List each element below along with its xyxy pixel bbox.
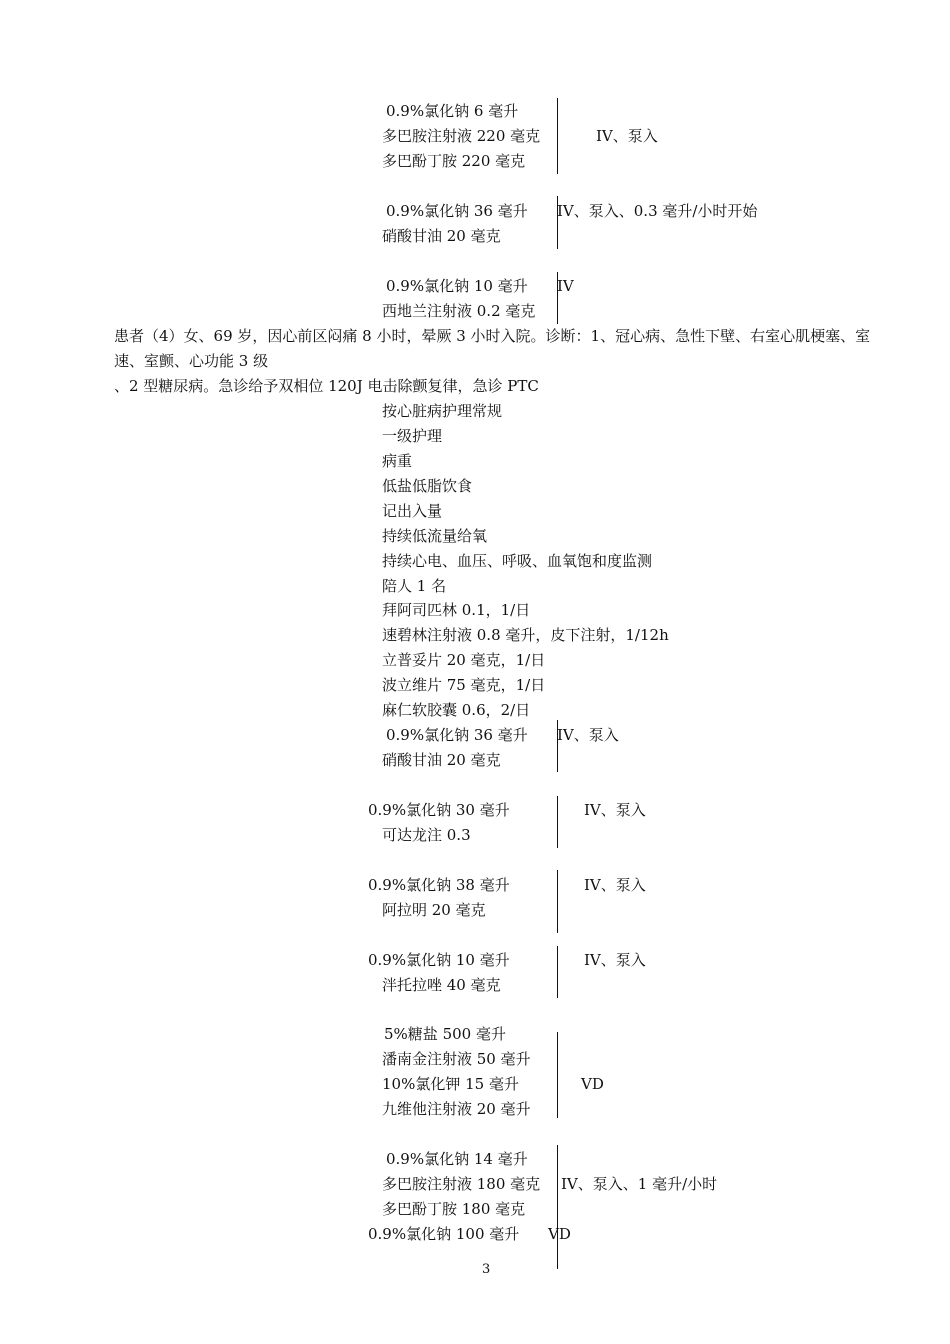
drug-line: 0.9%氯化钠 38 毫升 xyxy=(368,876,510,894)
drug-line: 5%糖盐 500 毫升 xyxy=(384,1025,506,1043)
order-item: 波立维片 75 毫克，1/日 xyxy=(382,676,546,694)
drug-line: 0.9%氯化钠 36 毫升 xyxy=(386,726,528,744)
bracket-line xyxy=(557,1032,558,1118)
order-item: 记出入量 xyxy=(382,502,443,520)
drug-line: 多巴胺注射液 180 毫克 xyxy=(382,1175,541,1193)
order-item: 立普妥片 20 毫克，1/日 xyxy=(382,651,546,669)
order-item: 陪人 1 名 xyxy=(382,577,447,595)
drug-line: 潘南金注射液 50 毫升 xyxy=(382,1050,531,1068)
bracket-line xyxy=(557,98,558,174)
order-item: 一级护理 xyxy=(382,427,443,445)
route-text: VD xyxy=(548,1225,571,1243)
order-item: 按心脏病护理常规 xyxy=(382,402,503,420)
drug-line: 硝酸甘油 20 毫克 xyxy=(382,227,501,245)
drug-line: 多巴酚丁胺 180 毫克 xyxy=(382,1200,526,1218)
drug-line: 0.9%氯化钠 36 毫升 xyxy=(386,202,528,220)
bracket-line xyxy=(557,1145,558,1269)
bracket-line xyxy=(557,870,558,933)
route-text: IV、泵入 xyxy=(584,951,646,969)
drug-line: 10%氯化钾 15 毫升 xyxy=(382,1075,519,1093)
drug-line: 九维他注射液 20 毫升 xyxy=(382,1100,531,1118)
drug-line: 0.9%氯化钠 10 毫升 xyxy=(368,951,510,969)
route-text: IV、泵入、1 毫升/小时 xyxy=(561,1175,718,1193)
drug-line: 硝酸甘油 20 毫克 xyxy=(382,751,501,769)
drug-line: 0.9%氯化钠 10 毫升 xyxy=(386,277,528,295)
order-item: 速碧林注射液 0.8 毫升，皮下注射，1/12h xyxy=(382,626,669,644)
drug-line: 可达龙注 0.3 xyxy=(382,826,471,844)
order-item: 持续心电、血压、呼吸、血氧饱和度监测 xyxy=(382,552,653,570)
bracket-line xyxy=(557,946,558,998)
route-text: IV、泵入、0.3 毫升/小时开始 xyxy=(557,202,758,220)
patient-line: 患者（4）女、69 岁，因心前区闷痛 8 小时，晕厥 3 小时入院。诊断：1、冠心病、急性下壁、右室心肌梗塞、室 xyxy=(114,327,871,345)
drug-line: 阿拉明 20 毫克 xyxy=(382,901,486,919)
route-text: IV、泵入 xyxy=(584,801,646,819)
order-item: 麻仁软胶囊 0.6，2/日 xyxy=(382,701,531,719)
patient-line: 速、室颤、心功能 3 级 xyxy=(114,352,269,370)
order-item: 低盐低脂饮食 xyxy=(382,477,473,495)
drug-line: 多巴胺注射液 220 毫克 xyxy=(382,127,541,145)
route-text: IV、泵入 xyxy=(557,726,619,744)
patient-line: 、2 型糖尿病。急诊给予双相位 120J 电击除颤复律，急诊 PTC xyxy=(114,377,539,395)
drug-line: 0.9%氯化钠 30 毫升 xyxy=(368,801,510,819)
route-text: IV、泵入 xyxy=(596,127,658,145)
drug-line: 0.9%氯化钠 100 毫升 xyxy=(368,1225,520,1243)
route-text: VD xyxy=(581,1075,604,1093)
bracket-line xyxy=(557,796,558,848)
route-text: IV、泵入 xyxy=(584,876,646,894)
order-item: 病重 xyxy=(382,452,413,470)
order-item: 持续低流量给氧 xyxy=(382,527,488,545)
drug-line: 泮托拉唑 40 毫克 xyxy=(382,976,501,994)
drug-line: 0.9%氯化钠 14 毫升 xyxy=(386,1150,528,1168)
page-number: 3 xyxy=(482,1262,491,1277)
drug-line: 多巴酚丁胺 220 毫克 xyxy=(382,152,526,170)
order-item: 拜阿司匹林 0.1，1/日 xyxy=(382,601,531,619)
drug-line: 0.9%氯化钠 6 毫升 xyxy=(386,102,519,120)
route-text: IV xyxy=(557,277,574,295)
drug-line: 西地兰注射液 0.2 毫克 xyxy=(382,302,536,320)
